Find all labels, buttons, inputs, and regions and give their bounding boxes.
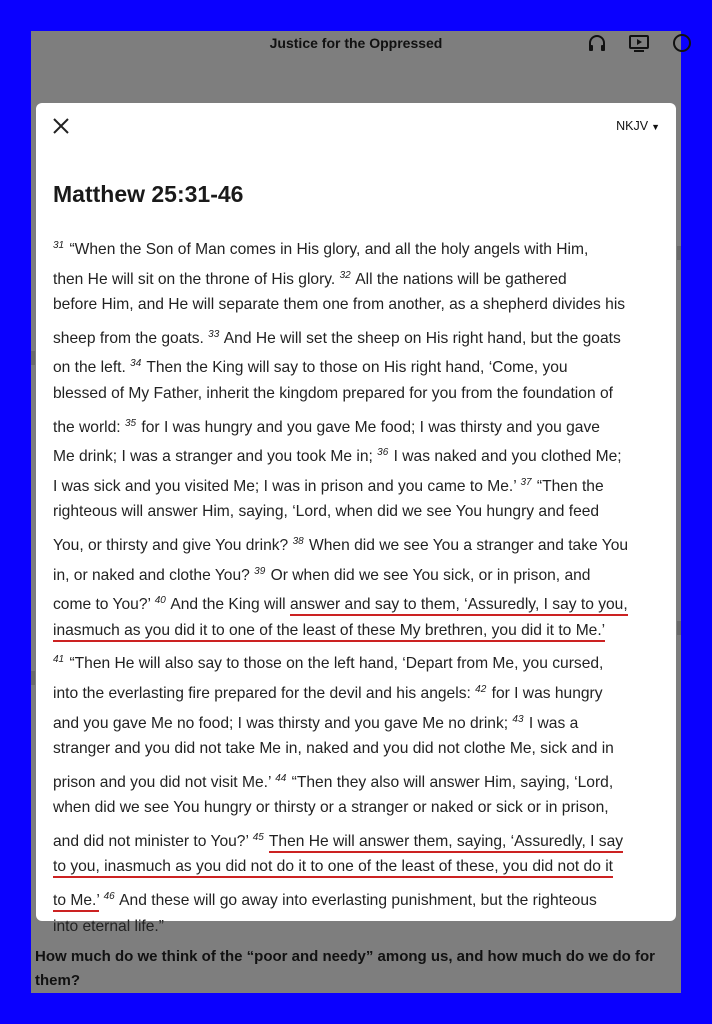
highlighted-text: Then He will answer them, saying, ‘Assuredly, I say (269, 833, 623, 853)
verse-text: on the left. (53, 359, 131, 377)
app-screen (31, 31, 681, 993)
verse-text: in, or naked and clothe You? (53, 566, 255, 584)
highlighted-text: inasmuch as you did it to one of the least of these My brethren, you did it to Me.’ (53, 622, 605, 642)
verse-text: “Then the (532, 477, 604, 495)
video-icon[interactable] (628, 33, 650, 53)
passage-modal (36, 103, 676, 935)
highlighted-text: to you, inasmuch as you did not do it to one of the least of these, you did not do it (53, 858, 613, 878)
verse-number: 45 (252, 831, 264, 843)
passage-line (53, 438, 665, 468)
passage-line (53, 379, 665, 409)
passage-line (53, 793, 665, 823)
verse-number: 46 (103, 891, 115, 903)
verse-text: come to You?’ (53, 596, 155, 614)
verse-number: 38 (292, 535, 304, 547)
verse-text: I was a (524, 714, 579, 732)
passage-text (53, 231, 665, 941)
verse-text: Or when did we see You sick, or in prison, and (266, 566, 591, 584)
verse-text: sheep from the goats. (53, 329, 209, 347)
verse-text: prison and you did not visit Me.’ (53, 773, 276, 791)
verse-number: 43 (512, 713, 524, 725)
verse-text: You, or thirsty and give You drink? (53, 536, 293, 554)
verse-number: 39 (254, 565, 266, 577)
verse-text: blessed of My Father, inherit the kingdom prepared for you from the foundation of (53, 384, 613, 402)
verse-number: 34 (130, 358, 142, 370)
passage-line (53, 290, 665, 320)
headphones-icon[interactable] (586, 33, 608, 53)
passage-line (53, 349, 665, 379)
verse-number: 42 (475, 683, 487, 695)
verse-text: Me drink; I was a stranger and you took Me in; (53, 448, 378, 466)
passage-line (53, 320, 665, 350)
passage-title: Matthew 25:31-46 (53, 181, 244, 207)
verse-number: 35 (124, 417, 137, 429)
verse-text: “When the Son of Man comes in His glory, and all the holy angels with Him, (65, 241, 589, 258)
passage-line (53, 852, 665, 882)
verse-number: 32 (339, 269, 351, 281)
discussion-question: How much do we think of the “poor and needy” among us, and how much do we do for them? (35, 948, 656, 989)
verse-text: Then the King will say to those on His right hand, ‘Come, you (142, 359, 568, 377)
background-text-fragment (31, 671, 35, 685)
verse-text: for I was hungry and you gave Me food; I was thirsty and you gave (137, 418, 600, 436)
passage-line (53, 261, 665, 291)
verse-number: 33 (208, 328, 220, 340)
passage-line (53, 734, 665, 764)
verse-text: righteous will answer Him, saying, ‘Lord, when did we see You hungry and feed (53, 503, 600, 521)
passage-line (53, 764, 665, 794)
passage-line (53, 527, 665, 557)
verse-text (99, 892, 103, 909)
background-text-fragment (31, 351, 35, 365)
verse-number: 40 (154, 595, 166, 607)
verse-text: When did we see You a stranger and take You (304, 536, 629, 554)
verse-text: and did not minister to You?’ (53, 832, 253, 850)
background-text-fragment (677, 621, 681, 635)
passage-line (53, 557, 665, 587)
verse-text: stranger and you did not take Me in, naked and you did not clothe Me, sick and in (53, 740, 614, 758)
passage-line (53, 705, 665, 735)
verse-number: 41 (53, 654, 65, 666)
version-selector[interactable] (616, 119, 660, 133)
app-title: Justice for the Oppressed (269, 35, 443, 51)
verse-number: 37 (520, 476, 532, 488)
verse-number: 44 (275, 772, 287, 784)
passage-line (53, 586, 665, 616)
close-icon[interactable] (50, 115, 72, 137)
verse-text: And He will set the sheep on His right hand, but the goats (220, 329, 621, 347)
verse-text: into the everlasting fire prepared for the devil and his angels: (53, 684, 476, 702)
verse-text: And these will go away into everlasting punishment, but the righteous (115, 892, 597, 910)
verse-text: And the King will (166, 596, 290, 614)
passage-line (53, 616, 665, 646)
caret-down-icon: ▼ (651, 122, 660, 132)
verse-text: I was sick and you visited Me; I was in prison and you came to Me.’ (53, 477, 521, 495)
verse-number: 31 (53, 240, 65, 251)
background-text-fragment (677, 246, 681, 260)
verse-text: then He will sit on the throne of His glory. (53, 270, 340, 288)
verse-text: for I was hungry (487, 684, 603, 702)
passage-line (53, 468, 665, 498)
passage-line (53, 409, 665, 439)
verse-text: I was naked and you clothed Me; (389, 448, 622, 466)
verse-text: “Then He will also say to those on the left hand, ‘Depart from Me, you cursed, (65, 655, 604, 673)
highlighted-text: to Me.’ (53, 892, 99, 912)
info-icon[interactable] (671, 33, 693, 53)
passage-line (53, 231, 665, 261)
passage-line (53, 882, 665, 912)
highlighted-text: answer and say to them, ‘Assuredly, I say to you, (290, 596, 628, 616)
verse-text: “Then they also will answer Him, saying, ‘Lord, (287, 773, 614, 791)
verse-text: before Him, and He will separate them one from another, as a shepherd divides his (53, 296, 626, 314)
verse-number: 36 (377, 447, 389, 459)
passage-line (53, 912, 665, 942)
verse-text: All the nations will be gathered (351, 270, 567, 288)
verse-text: into eternal life.” (53, 917, 164, 935)
version-label: NKJV (616, 119, 649, 133)
passage-line (53, 497, 665, 527)
passage-line (53, 645, 665, 675)
verse-text: and you gave Me no food; I was thirsty and you gave Me no drink; (53, 714, 513, 732)
passage-line (53, 823, 665, 853)
verse-text: when did we see You hungry or thirsty or a stranger or naked or sick or in prison, (53, 799, 609, 817)
verse-text: the world: (53, 418, 125, 436)
passage-line (53, 675, 665, 705)
